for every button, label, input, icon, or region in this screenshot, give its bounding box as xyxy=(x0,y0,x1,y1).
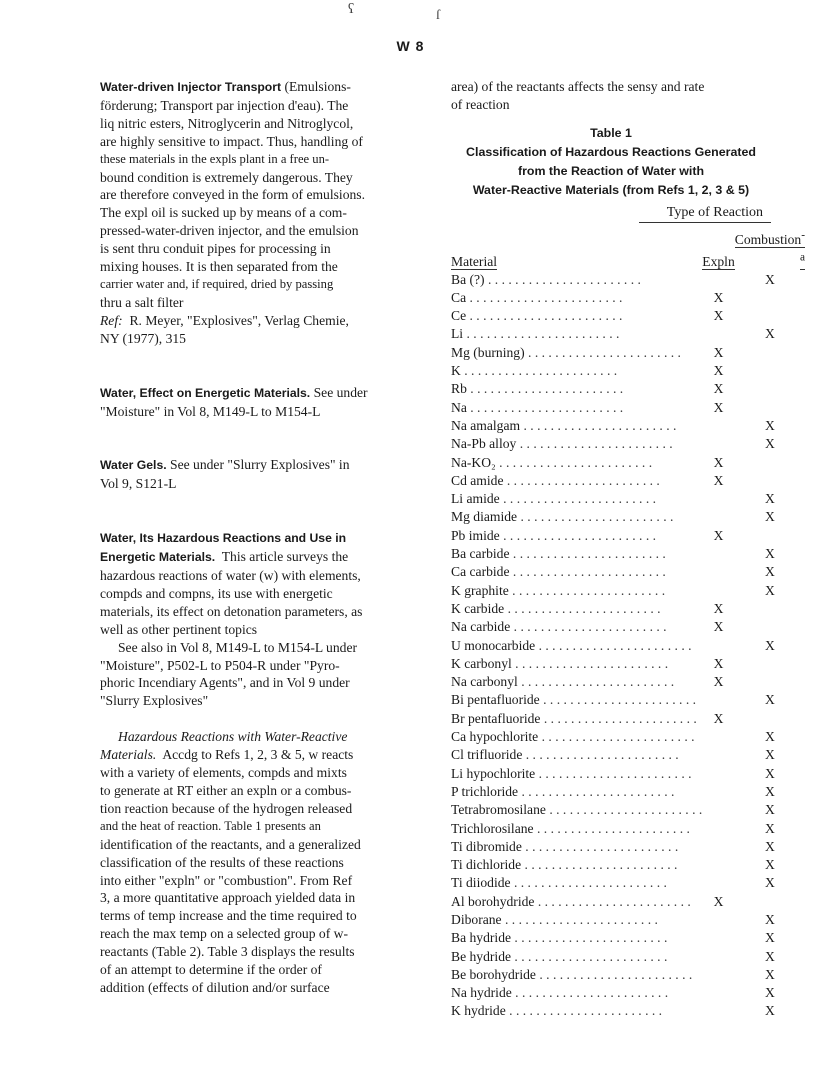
table-row xyxy=(451,911,805,929)
expln-cell: X xyxy=(713,381,724,397)
table-body xyxy=(451,271,805,1021)
expln-cell xyxy=(702,765,734,783)
combustion-cell xyxy=(735,399,805,417)
table-row xyxy=(451,307,805,325)
table-row xyxy=(451,600,805,618)
combustion-cell xyxy=(735,362,805,380)
table-row xyxy=(451,380,805,398)
stray-mark: ʕ xyxy=(348,2,355,17)
table-row xyxy=(451,801,805,819)
combustion-cell xyxy=(735,289,805,307)
table-row xyxy=(451,618,805,636)
material-cell: Li . . . . . . . . . . . . . . . . . . . . . . . xyxy=(451,326,620,342)
table-row xyxy=(451,856,805,874)
material-cell: Li amide . . . . . . . . . . . . . . . . . . . . . . . xyxy=(451,491,657,507)
expln-cell: X xyxy=(713,527,724,543)
expln-cell xyxy=(702,637,734,655)
table-row xyxy=(451,1002,805,1020)
article-water-hazardous-reactions: Water, Its Hazardous Reactions and Use in Energetic Materials. This article surveys the hazardous reactions of water (w) with elements, compds and compns, its use with energetic materials, its effect on detonation parameters, as well as other pertinent topics See also in Vol 8, M149-L to M154-L under "Moisture", P502-L to P504-R under "Pyro- phoric Incendiary Agents", and in Vol 9 under "Slurry Explosives" Hazardous Reactions with Water-Reactive Materials. Accdg to Refs 1, 2, 3 & 5, w reacts with a variety of elements, compds and mixts to generate at RT either an expln or a combus- tion reaction because of the hydrogen released and the heat of reaction. Table 1 presents an identification of the reactants, and a generalized classification of the results of these reactions into either "expln" or "combustion". From Ref 3, a more quantitative approach yielded data in terms of temp increase and the time required to reach the max temp on a selected group of w- reactants (Table 2). Table 3 displays the results of an attempt to determine if the order of addition (effects of dilution and/or surface xyxy=(100,531,363,995)
combustion-cell: X xyxy=(764,1003,775,1019)
expln-cell xyxy=(702,325,734,343)
table-row xyxy=(451,362,805,380)
table-row xyxy=(451,271,805,289)
combustion-cell xyxy=(735,380,805,398)
combustion-cell xyxy=(735,527,805,545)
table-row xyxy=(451,765,805,783)
table-row xyxy=(451,966,805,984)
combustion-cell xyxy=(735,893,805,911)
table-row xyxy=(451,563,805,581)
combustion-cell: X xyxy=(764,509,775,525)
expln-cell xyxy=(702,490,734,508)
table-row xyxy=(451,637,805,655)
material-cell: Br pentafluoride . . . . . . . . . . . . . . . . . . . . . . . xyxy=(451,710,697,726)
material-cell: Tetrabromosilane . . . . . . . . . . . . . . . . . . . . . . . xyxy=(451,802,703,818)
table-row xyxy=(451,472,805,490)
material-cell: Ti dibromide . . . . . . . . . . . . . . . . . . . . . . . xyxy=(451,838,679,854)
combustion-cell: X xyxy=(764,783,775,799)
material-cell: Na carbide . . . . . . . . . . . . . . . . . . . . . . . xyxy=(451,619,667,635)
material-cell: Na hydride . . . . . . . . . . . . . . . . . . . . . . . xyxy=(451,985,669,1001)
material-cell: Na . . . . . . . . . . . . . . . . . . . . . . . xyxy=(451,399,624,415)
article-heading: Water, Its Hazardous Reactions and Use in xyxy=(100,531,347,546)
combustion-cell: X xyxy=(764,966,775,982)
material-cell: K . . . . . . . . . . . . . . . . . . . . . . . xyxy=(451,363,618,379)
combustion-cell: X xyxy=(764,564,775,580)
combustion-cell: X xyxy=(764,820,775,836)
column-header-material: Material xyxy=(451,253,498,269)
material-cell: P trichloride . . . . . . . . . . . . . . . . . . . . . . . xyxy=(451,783,675,799)
table-row xyxy=(451,344,805,362)
table-row xyxy=(451,673,805,691)
combustion-cell: X xyxy=(764,692,775,708)
expln-cell xyxy=(702,966,734,984)
expln-cell: X xyxy=(713,893,724,909)
column-header-combustion: Combustion$^{-a}$ xyxy=(735,228,805,271)
combustion-cell: X xyxy=(764,985,775,1001)
combustion-cell: X xyxy=(764,637,775,653)
combustion-cell xyxy=(735,344,805,362)
table-row xyxy=(451,746,805,764)
combustion-cell: X xyxy=(764,546,775,562)
material-cell: Ca hypochlorite . . . . . . . . . . . . . . . . . . . . . . . xyxy=(451,729,695,745)
combustion-cell: X xyxy=(764,436,775,452)
table-row xyxy=(451,325,805,343)
article-heading: Water Gels. xyxy=(100,458,167,473)
expln-cell xyxy=(702,783,734,801)
table-row xyxy=(451,527,805,545)
table-row xyxy=(451,545,805,563)
material-cell: Na carbonyl . . . . . . . . . . . . . . . . . . . . . . . xyxy=(451,674,675,690)
expln-cell xyxy=(702,948,734,966)
table-row xyxy=(451,399,805,417)
table-row xyxy=(451,728,805,746)
article-water-gels: Water Gels. See under "Slurry Explosives" in Vol 9, S121-L xyxy=(100,457,350,492)
combustion-cell: X xyxy=(764,838,775,854)
material-cell: Be hydride . . . . . . . . . . . . . . . . . . . . . . . xyxy=(451,948,668,964)
material-cell: Ce . . . . . . . . . . . . . . . . . . . . . . . xyxy=(451,308,623,324)
expln-cell xyxy=(702,984,734,1002)
combustion-cell xyxy=(735,673,805,691)
table-row xyxy=(451,454,805,472)
combustion-cell: X xyxy=(764,911,775,927)
table-row xyxy=(451,582,805,600)
column-header-expln: Expln xyxy=(702,253,735,269)
table-row xyxy=(451,929,805,947)
combustion-cell: X xyxy=(764,491,775,507)
table-row xyxy=(451,893,805,911)
table-group-header: Type of Reaction xyxy=(451,204,771,222)
expln-cell: X xyxy=(713,472,724,488)
expln-cell: X xyxy=(713,344,724,360)
left-column xyxy=(100,78,400,997)
table-row xyxy=(451,655,805,673)
combustion-cell: X xyxy=(764,582,775,598)
expln-cell: X xyxy=(713,655,724,671)
expln-cell: X xyxy=(713,600,724,616)
material-cell: Na amalgam . . . . . . . . . . . . . . . . . . . . . . . xyxy=(451,417,677,433)
material-cell: Be borohydride . . . . . . . . . . . . . . . . . . . . . . . xyxy=(451,966,693,982)
table-row xyxy=(451,984,805,1002)
combustion-cell: X xyxy=(764,948,775,964)
material-cell: Mg (burning) . . . . . . . . . . . . . . . . . . . . . . . xyxy=(451,344,681,360)
material-cell: K graphite . . . . . . . . . . . . . . . . . . . . . . . xyxy=(451,582,666,598)
table-row xyxy=(451,289,805,307)
material-cell: K carbonyl . . . . . . . . . . . . . . . . . . . . . . . xyxy=(451,655,669,671)
right-column xyxy=(451,78,805,1021)
table-row xyxy=(451,820,805,838)
material-cell: Bi pentafluoride . . . . . . . . . . . . . . . . . . . . . . . xyxy=(451,692,697,708)
material-cell: U monocarbide . . . . . . . . . . . . . . . . . . . . . . . xyxy=(451,637,692,653)
expln-cell: X xyxy=(713,363,724,379)
expln-cell: X xyxy=(713,674,724,690)
combustion-cell: X xyxy=(764,747,775,763)
article-heading: Energetic Materials. xyxy=(100,550,216,565)
expln-cell xyxy=(702,911,734,929)
stray-mark: ſ xyxy=(436,8,440,23)
article-water-driven-injector: Water-driven Injector Transport (Emulsions- förderung; Transport par injection d'eau). The liq nitric esters, Nitroglycerin and Nitroglycol, are highly sensitive to impact. Thus, handling of these materials in the expls plant in a free un- bound condition is extremely dangerous. They are therefore conveyed in the form of emulsions. The expl oil is sucked up by means of a com- pressed-water-driven injector, and the emulsion is sent thru conduit pipes for processing in mixing houses. It is then separated from the carrier water and, if required, dried by passing thru a salt filter Ref: R. Meyer, "Explosives", Verlag Chemie, NY (1977), 315 xyxy=(100,79,365,346)
expln-cell xyxy=(702,691,734,709)
material-cell: Ba carbide . . . . . . . . . . . . . . . . . . . . . . . xyxy=(451,546,666,562)
table-row xyxy=(451,417,805,435)
table-row xyxy=(451,710,805,728)
material-cell: K carbide . . . . . . . . . . . . . . . . . . . . . . . xyxy=(451,600,661,616)
material-cell: Ba hydride . . . . . . . . . . . . . . . . . . . . . . . xyxy=(451,930,668,946)
expln-cell xyxy=(702,728,734,746)
expln-cell: X xyxy=(713,619,724,635)
material-cell: Ca . . . . . . . . . . . . . . . . . . . . . . . xyxy=(451,289,623,305)
expln-cell xyxy=(702,856,734,874)
expln-cell: X xyxy=(713,454,724,470)
table-row xyxy=(451,691,805,709)
combustion-cell xyxy=(735,710,805,728)
expln-cell: X xyxy=(713,308,724,324)
continued-text: area) of the reactants affects the sensy and rate xyxy=(451,79,705,94)
combustion-cell xyxy=(735,307,805,325)
material-cell: Pb imide . . . . . . . . . . . . . . . . . . . . . . . xyxy=(451,527,657,543)
table-row xyxy=(451,948,805,966)
combustion-cell: X xyxy=(764,857,775,873)
material-cell: Cl trifluoride . . . . . . . . . . . . . . . . . . . . . . . xyxy=(451,747,679,763)
combustion-cell xyxy=(735,618,805,636)
material-cell: Ca carbide . . . . . . . . . . . . . . . . . . . . . . . xyxy=(451,564,666,580)
expln-cell xyxy=(702,545,734,563)
material-cell: Ti dichloride . . . . . . . . . . . . . . . . . . . . . . . xyxy=(451,857,678,873)
article-heading: Water-driven Injector Transport xyxy=(100,80,282,94)
material-cell: Rb . . . . . . . . . . . . . . . . . . . . . . . xyxy=(451,381,624,397)
expln-cell: X xyxy=(713,289,724,305)
combustion-cell: X xyxy=(764,417,775,433)
expln-cell xyxy=(702,582,734,600)
material-cell: Na-KO₂ . . . . . . . . . . . . . . . . . . . . . . . xyxy=(451,454,653,470)
material-cell: Ti diiodide . . . . . . . . . . . . . . . . . . . . . . . xyxy=(451,875,667,891)
article-heading: Water, Effect on Energetic Materials. xyxy=(100,385,311,400)
combustion-cell: X xyxy=(764,930,775,946)
expln-cell: X xyxy=(713,710,724,726)
combustion-cell: X xyxy=(764,765,775,781)
combustion-cell xyxy=(735,600,805,618)
table-row xyxy=(451,838,805,856)
material-cell: Al borohydride . . . . . . . . . . . . . . . . . . . . . . . xyxy=(451,893,691,909)
expln-cell xyxy=(702,874,734,892)
expln-cell xyxy=(702,435,734,453)
table-row xyxy=(451,435,805,453)
table-label: Table 1 xyxy=(590,125,632,140)
combustion-cell xyxy=(735,472,805,490)
expln-cell xyxy=(702,508,734,526)
material-cell: Trichlorosilane . . . . . . . . . . . . . . . . . . . . . . . xyxy=(451,820,690,836)
expln-cell xyxy=(702,929,734,947)
combustion-cell: X xyxy=(764,271,775,287)
material-cell: Li hypochlorite . . . . . . . . . . . . . . . . . . . . . . . xyxy=(451,765,692,781)
expln-cell: X xyxy=(713,399,724,415)
table-title: Table 1 Classification of Hazardous Reactions Generated from the Reaction of Water with Water-Reactive Materials (from Refs 1, 2, 3 & 5) xyxy=(451,124,771,200)
expln-cell xyxy=(702,820,734,838)
expln-cell xyxy=(702,417,734,435)
expln-cell xyxy=(702,1002,734,1020)
table-row xyxy=(451,508,805,526)
material-cell: Cd amide . . . . . . . . . . . . . . . . . . . . . . . xyxy=(451,472,660,488)
combustion-cell: X xyxy=(764,875,775,891)
expln-cell xyxy=(702,801,734,819)
table-row xyxy=(451,874,805,892)
expln-cell xyxy=(702,746,734,764)
material-cell: Na-Pb alloy . . . . . . . . . . . . . . . . . . . . . . . xyxy=(451,436,673,452)
combustion-cell: X xyxy=(764,729,775,745)
combustion-cell: X xyxy=(764,326,775,342)
table-row xyxy=(451,490,805,508)
continued-text: of reaction xyxy=(451,96,510,112)
material-cell: Ba (?) . . . . . . . . . . . . . . . . . . . . . . . xyxy=(451,271,641,287)
page-number: W 8 xyxy=(396,38,425,54)
combustion-cell: X xyxy=(764,802,775,818)
hazardous-reactions-table xyxy=(451,228,805,1021)
material-cell: K hydride . . . . . . . . . . . . . . . . . . . . . . . xyxy=(451,1003,663,1019)
expln-cell xyxy=(702,271,734,289)
material-cell: Mg diamide . . . . . . . . . . . . . . . . . . . . . . . xyxy=(451,509,674,525)
material-cell: Diborane . . . . . . . . . . . . . . . . . . . . . . . xyxy=(451,911,658,927)
article-water-effect: Water, Effect on Energetic Materials. See under "Moisture" in Vol 8, M149-L to M154-L xyxy=(100,384,368,419)
combustion-cell xyxy=(735,655,805,673)
expln-cell xyxy=(702,563,734,581)
ref-label: Ref: xyxy=(100,312,123,328)
table-row xyxy=(451,783,805,801)
expln-cell xyxy=(702,838,734,856)
combustion-cell xyxy=(735,454,805,472)
